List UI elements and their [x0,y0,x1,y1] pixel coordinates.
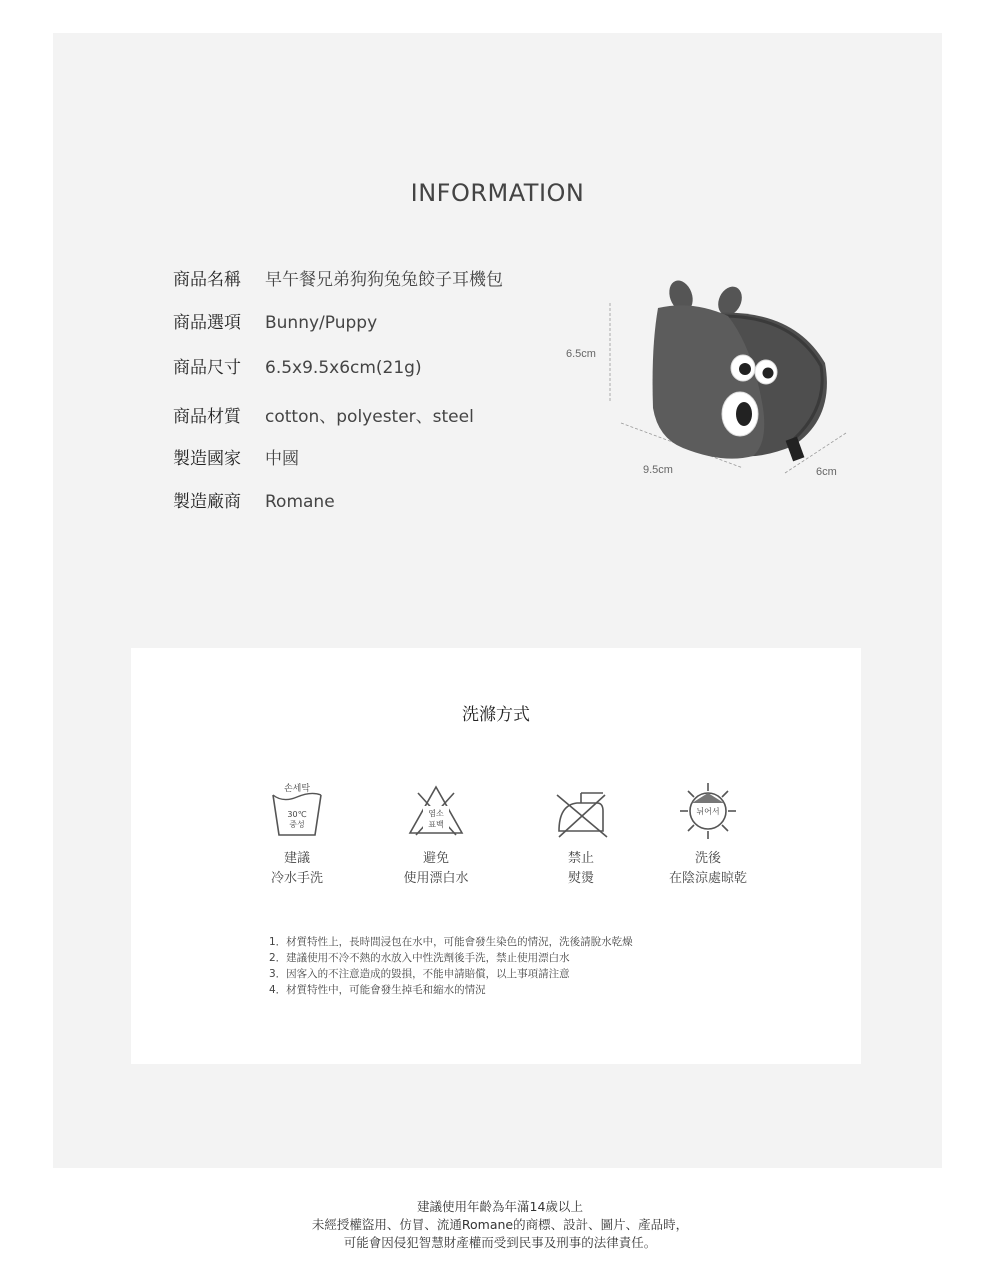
no-iron-icon [551,781,611,841]
spec-value: 6.5x9.5x6cm(21g) [265,358,422,378]
spec-value: 中國 [265,449,299,469]
spec-name [173,265,503,290]
washing-title: 洗滌方式 [462,705,530,725]
washing-card [131,648,861,1064]
care-no-bleach [376,781,496,889]
dim-depth: 6cm [816,466,837,478]
care-line: 熨燙 [567,871,594,886]
spec-material [173,402,474,427]
handwash-text: 손세탁 [283,784,311,794]
info-title: INFORMATION [410,179,585,207]
footer-line: 未經授權盜用、仿冒、流通Romane的商標、設計、圖片、產品時， [311,1217,689,1232]
care-line: 洗後 [694,851,721,866]
product-image [563,268,863,498]
dim-height: 6.5cm [566,348,596,360]
footer-line: 可能會因侵犯智慧財產權而受到民事及刑事的法律責任。 [343,1235,657,1250]
spec-key: 商品材質 [173,407,241,427]
spec-value: 早午餐兄弟狗狗兔兔餃子耳機包 [265,270,503,290]
care-line: 禁止 [567,851,594,866]
spec-key: 商品選項 [173,313,241,333]
care-line: 使用漂白水 [403,871,469,886]
handwash-neutral: 중성 [289,820,305,829]
handwash-icon [267,781,327,841]
care-notes [269,934,633,998]
care-line: 避免 [422,851,449,866]
shade-dry-icon [678,781,738,841]
spec-maker [173,487,335,512]
note-item: 3．因客入的不注意造成的毀損，不能申請賠償，以上事項請注意 [269,968,570,980]
spec-value: Romane [265,492,335,512]
no-bleach-text2: 표백 [428,820,444,829]
spec-value: cotton、polyester、steel [265,407,474,427]
note-item: 1．材質特性上，長時間浸包在水中，可能會發生染色的情況，洗後請脫水乾燥 [269,936,633,948]
handwash-temp: 30℃ [287,810,307,819]
care-shade-dry [648,781,768,889]
note-item: 4．材質特性中，可能會發生掉毛和縮水的情況 [269,984,486,996]
care-handwash [237,781,357,889]
care-line: 建議 [283,851,310,866]
spec-option [173,308,377,333]
footer-notice [0,1198,1000,1252]
spec-size [173,353,422,378]
care-line: 在陰涼處晾乾 [668,871,747,886]
note-item: 2．建議使用不冷不熱的水放入中性洗劑後手洗，禁止使用漂白水 [269,952,570,964]
spec-country [173,444,299,469]
dim-width: 9.5cm [643,464,673,476]
spec-key: 製造國家 [173,449,241,469]
spec-value: Bunny/Puppy [265,313,378,333]
footer-line: 建議使用年齡為年滿14歲以上 [417,1199,583,1214]
care-no-iron [521,781,641,889]
spec-key: 商品名稱 [173,270,241,290]
info-panel [53,33,942,1168]
no-bleach-icon [406,781,466,841]
no-bleach-text: 염소 [428,809,444,818]
spec-key: 製造廠商 [173,492,241,512]
spec-key: 商品尺寸 [173,358,241,378]
care-line: 冷水手洗 [270,871,323,886]
shade-dry-text: 뉘어서 [696,807,720,816]
